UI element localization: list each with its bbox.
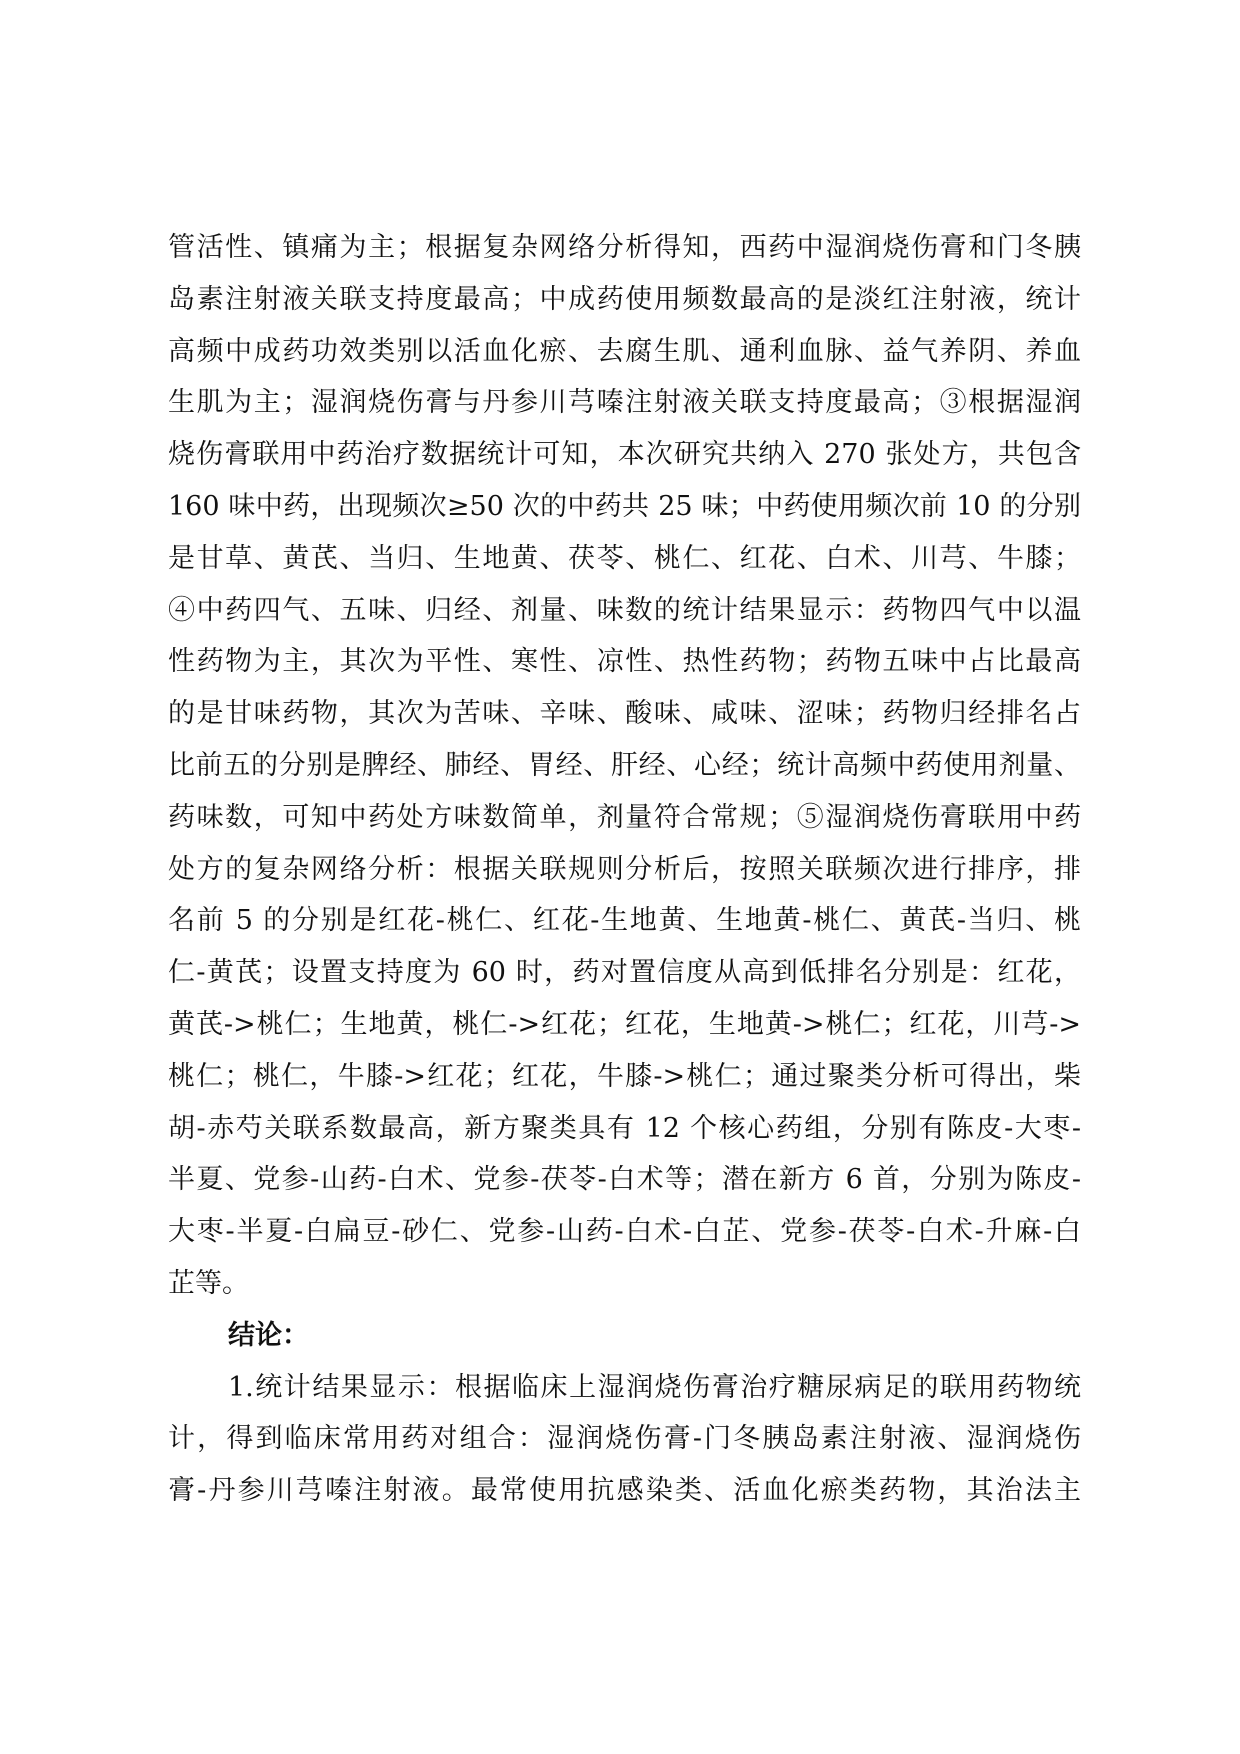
results-paragraph [168, 222, 1081, 1310]
body-text-line: 计，得到临床常用药对组合：湿润烧伤膏-门冬胰岛素注射液、湿润烧伤 [168, 1423, 1081, 1455]
body-text-line: 药味数，可知中药处方味数简单，剂量符合常规；⑤湿润烧伤膏联用中药 [168, 801, 1081, 833]
body-text-line: 烧伤膏联用中药治疗数据统计可知，本次研究共纳入 270 张处方，共包含 [168, 439, 1081, 471]
body-text-line: 仁-黄芪；设置支持度为 60 时，药对置信度从高到低排名分别是：红花， [168, 957, 1081, 989]
body-text-line: 芷等。 [168, 1267, 249, 1299]
conclusion-paragraph [168, 1362, 1081, 1517]
body-text-line: 比前五的分别是脾经、肺经、胃经、肝经、心经；统计高频中药使用剂量、 [168, 749, 1081, 781]
body-text-line: 的是甘味药物，其次为苦味、辛味、酸味、咸味、涩味；药物归经排名占 [168, 698, 1081, 730]
body-text-line: 岛素注射液关联支持度最高；中成药使用频数最高的是淡红注射液，统计 [168, 283, 1081, 315]
body-text-line: 160 味中药，出现频次≥50 次的中药共 25 味；中药使用频次前 10 的分别 [168, 490, 1081, 522]
body-text-line: 生肌为主；湿润烧伤膏与丹参川芎嗪注射液关联支持度最高；③根据湿润 [168, 387, 1081, 419]
page-body [168, 222, 1081, 1517]
body-text-line: 胡-赤芍关联系数最高，新方聚类具有 12 个核心药组，分别有陈皮-大枣- [168, 1112, 1081, 1144]
section-heading-conclusion: 结论： [228, 1319, 309, 1351]
body-text-line: 桃仁；桃仁，牛膝->红花；红花，牛膝->桃仁；通过聚类分析可得出，柴 [168, 1060, 1081, 1092]
body-text-line: 是甘草、黄芪、当归、生地黄、茯苓、桃仁、红花、白术、川芎、牛膝； [168, 542, 1081, 574]
body-text-line: 半夏、党参-山药-白术、党参-茯苓-白术等；潜在新方 6 首，分别为陈皮- [168, 1164, 1081, 1196]
body-text-line: 处方的复杂网络分析：根据关联规则分析后，按照关联频次进行排序，排 [168, 853, 1081, 885]
body-text-line: 黄芪->桃仁；生地黄，桃仁->红花；红花，生地黄->桃仁；红花，川芎-> [168, 1008, 1081, 1040]
body-text-line: 高频中成药功效类别以活血化瘀、去腐生肌、通利血脉、益气养阴、养血 [168, 335, 1081, 367]
body-text-line: 1.统计结果显示：根据临床上湿润烧伤膏治疗糖尿病足的联用药物统 [228, 1371, 1081, 1403]
body-text-line: 性药物为主，其次为平性、寒性、凉性、热性药物；药物五味中占比最高 [168, 646, 1081, 678]
body-text-line: 名前 5 的分别是红花-桃仁、红花-生地黄、生地黄-桃仁、黄芪-当归、桃 [168, 905, 1081, 937]
body-text-line: 大枣-半夏-白扁豆-砂仁、党参-山药-白术-白芷、党参-茯苓-白术-升麻-白 [168, 1216, 1081, 1248]
body-text-line: 膏-丹参川芎嗪注射液。最常使用抗感染类、活血化瘀类药物，其治法主 [168, 1475, 1081, 1507]
body-text-line: 管活性、镇痛为主；根据复杂网络分析得知，西药中湿润烧伤膏和门冬胰 [168, 232, 1081, 263]
body-text-line: ④中药四气、五味、归经、剂量、味数的统计结果显示：药物四气中以温 [168, 594, 1081, 626]
